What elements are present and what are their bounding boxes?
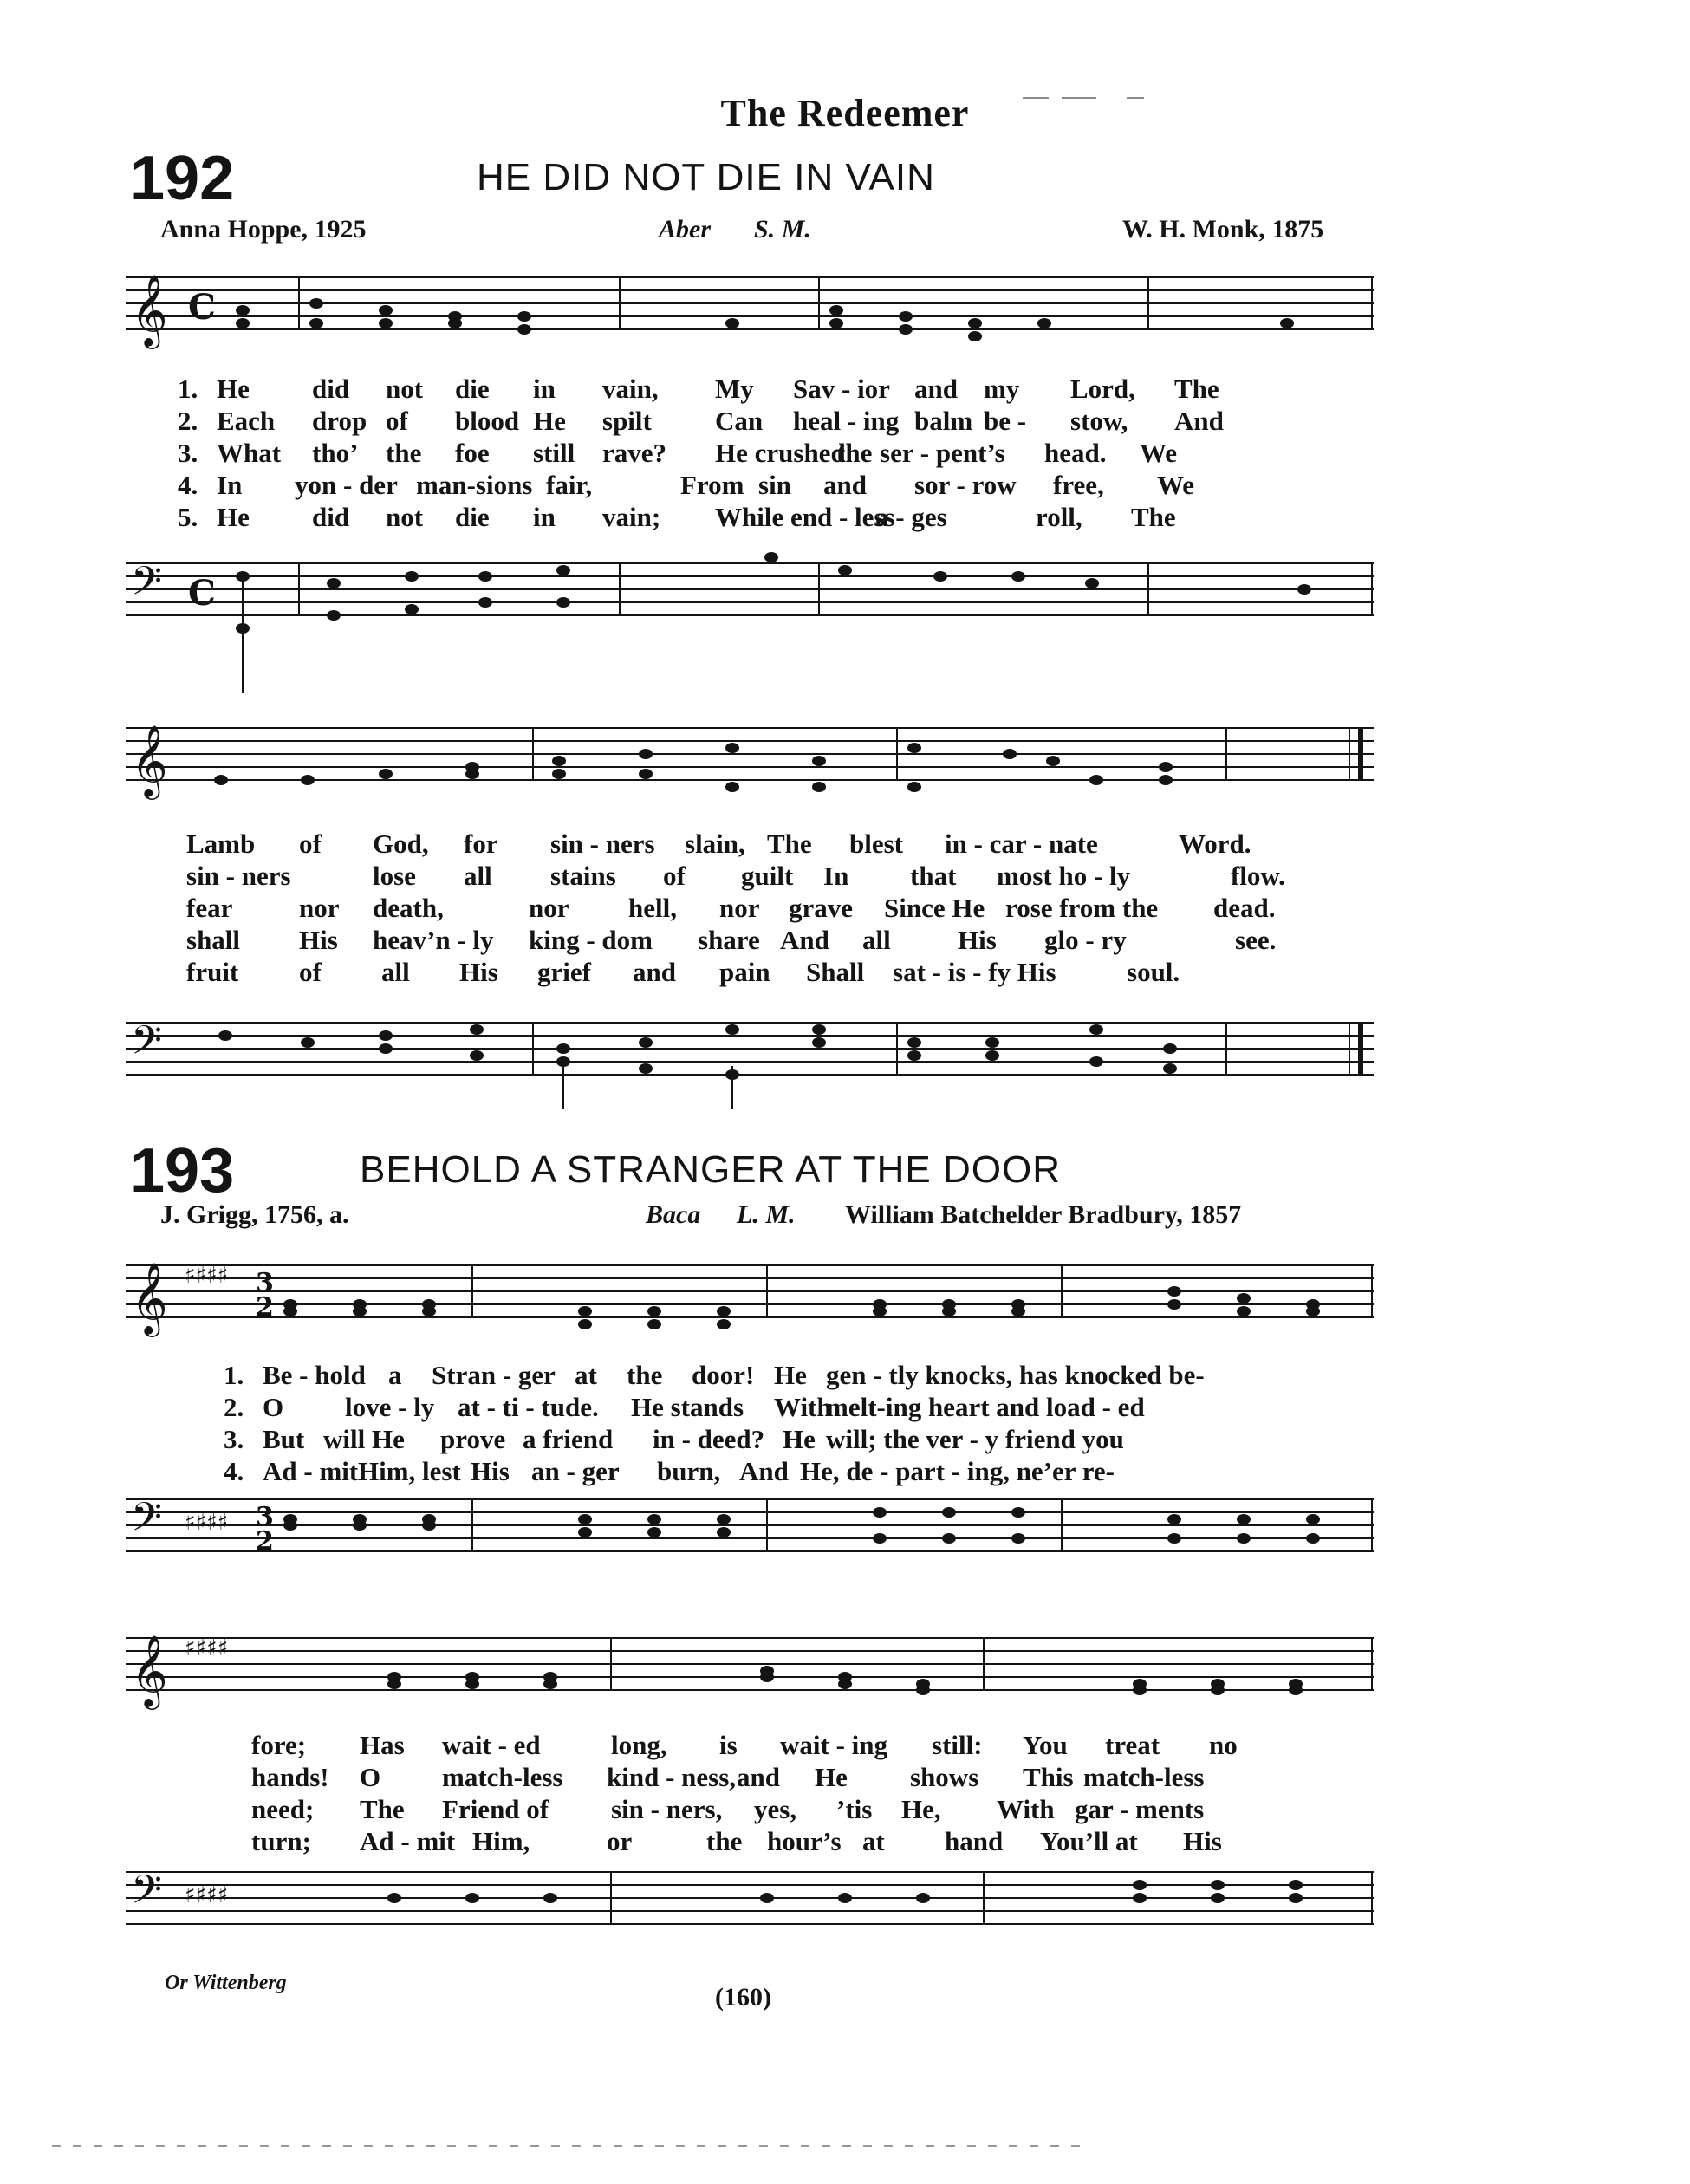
lyric: melt-ing heart and load - ed [826, 1392, 1145, 1422]
verse-number: 4. [224, 1456, 244, 1486]
lyric: drop [312, 406, 367, 436]
lyric: His [459, 957, 498, 987]
time-signature-icon: 2 [256, 1526, 274, 1557]
verse-line [186, 828, 1330, 860]
lyric: He [533, 406, 566, 436]
lyric: fruit [186, 957, 239, 987]
lyric: no [1209, 1730, 1238, 1760]
lyric: fair, [546, 470, 593, 500]
lyric: not [386, 374, 424, 404]
lyric: God, [373, 829, 429, 859]
verse-number: 4. [178, 470, 198, 500]
footnote: Or Wittenberg [165, 1972, 287, 1994]
section-header: The Redeemer [720, 92, 970, 134]
lyric: And [780, 925, 829, 955]
lyric: hour’s [767, 1826, 842, 1856]
lyric: that [910, 861, 957, 891]
lyric: a friend [523, 1424, 614, 1454]
scan-mark [1062, 97, 1096, 99]
lyric: We [1140, 438, 1178, 468]
lyric: nor [529, 893, 569, 923]
lyric: and [633, 957, 676, 987]
sharp-icon: ♯♯♯♯ [185, 1635, 229, 1661]
lyric: Has [360, 1730, 405, 1760]
lyric: hands! [251, 1762, 329, 1792]
lyric: the [836, 438, 873, 468]
lyric: Shall [806, 957, 865, 987]
page-number: (160) [715, 1983, 771, 2012]
lyric: blest [849, 829, 903, 859]
lyric: hell, [628, 893, 677, 923]
lyric: yon - der [295, 470, 398, 500]
lyric: a [388, 1360, 402, 1390]
lyric: grief [537, 957, 591, 987]
verse-line [178, 469, 1322, 501]
lyric: gen - tly knocks, has knocked be- [826, 1360, 1205, 1390]
lyric: shows [910, 1762, 979, 1792]
verse-line [178, 437, 1322, 469]
lyric: free, [1053, 470, 1104, 500]
lyric: a - ges [875, 502, 947, 532]
lyric: in - car - nate [945, 829, 1098, 859]
hymn-tune: Baca [646, 1200, 701, 1229]
lyric: love - ly [345, 1392, 435, 1422]
lyric: glo - ry [1044, 925, 1127, 955]
lyric: pain [719, 957, 770, 987]
lyric: at [575, 1360, 597, 1390]
lyric: did [312, 502, 350, 532]
lyric: and [737, 1762, 780, 1792]
lyric: nor [719, 893, 760, 923]
lyric: wait - ing [780, 1730, 887, 1760]
lyric: Since He [884, 893, 985, 923]
scan-mark [1127, 97, 1144, 99]
lyric: in [533, 502, 556, 532]
lyric: He crushed [715, 438, 846, 468]
verse-number: 5. [178, 502, 198, 532]
lyric: sor - row [914, 470, 1017, 500]
lyric: He [815, 1762, 848, 1792]
lyric: sat - is - fy His [893, 957, 1056, 987]
lyric: in - deed? [653, 1424, 765, 1454]
lyric: lose [373, 861, 416, 891]
bass-staff [126, 1491, 1374, 1569]
lyric: And [1174, 406, 1224, 436]
lyric: stains [550, 861, 616, 891]
lyric: the [627, 1360, 663, 1390]
lyric: He [783, 1424, 816, 1454]
lyric: hand [945, 1826, 1004, 1856]
lyric: slain, [685, 829, 745, 859]
lyric: The [1174, 374, 1219, 404]
lyric: His [958, 925, 997, 955]
verse-line [224, 1455, 1368, 1487]
treble-staff [126, 269, 1374, 347]
lyric: see. [1235, 925, 1277, 955]
hymn-author: Anna Hoppe, 1925 [160, 215, 367, 244]
treble-staff [126, 1257, 1374, 1343]
verse-line [186, 956, 1330, 988]
lyric: at [862, 1826, 885, 1856]
verse-line [186, 860, 1330, 892]
lyric: What [217, 438, 282, 468]
lyric: of [386, 406, 408, 436]
verse-line [251, 1761, 1369, 1793]
lyric: We [1157, 470, 1195, 500]
lyric: and [914, 374, 958, 404]
bass-clef-icon: 𝄢 [131, 1017, 163, 1074]
lyric: Friend of [442, 1794, 549, 1824]
verse-line [178, 373, 1322, 405]
lyric: sin - ners, [611, 1794, 723, 1824]
sharp-icon: ♯♯♯♯ [185, 1882, 229, 1908]
lyric: shall [186, 925, 241, 955]
verse-block [178, 373, 1322, 533]
lyric: Ad - mit [360, 1826, 456, 1856]
lyric: Him, [472, 1826, 530, 1856]
treble-staff [126, 719, 1374, 806]
lyric: an - ger [531, 1456, 620, 1486]
lyric: rave? [602, 438, 667, 468]
lyric: be - [984, 406, 1027, 436]
lyric: door! [692, 1360, 755, 1390]
verse-block [186, 828, 1330, 988]
verse-line [186, 924, 1330, 956]
lyric: at - ti - tude. [458, 1392, 599, 1422]
lyric: still [533, 438, 575, 468]
lyric: This [1023, 1762, 1074, 1792]
verse-line [186, 892, 1330, 924]
treble-clef-icon: 𝄞 [131, 1634, 168, 1706]
lyric: soul. [1127, 957, 1180, 987]
verse-number: 1. [178, 374, 198, 404]
lyric: In [217, 470, 243, 500]
hymn-meter: L. M. [737, 1200, 796, 1229]
lyric: In [823, 861, 849, 891]
scan-mark [1023, 97, 1049, 99]
treble-staff [126, 1629, 1374, 1716]
lyric: His [1183, 1826, 1222, 1856]
time-signature-icon: 3 [256, 1268, 274, 1298]
lyric: my [984, 374, 1020, 404]
hymn-title: BEHOLD A STRANGER AT THE DOOR [360, 1148, 1061, 1191]
hymn-number: 192 [130, 144, 235, 213]
hymn-number: 193 [130, 1136, 235, 1206]
lyric: share [698, 925, 760, 955]
lyric: will He [323, 1424, 405, 1454]
time-signature-icon: 2 [256, 1292, 274, 1323]
bass-clef-icon: 𝄢 [131, 558, 163, 614]
lyric: The [360, 1794, 405, 1824]
lyric: His [299, 925, 338, 955]
lyric: The [767, 829, 812, 859]
lyric: treat [1105, 1730, 1160, 1760]
bass-clef-icon: 𝄢 [131, 1867, 163, 1923]
lyric: sin [758, 470, 791, 500]
lyric: ser - pent’s [880, 438, 1005, 468]
lyric: king - dom [529, 925, 653, 955]
lyric: But [263, 1424, 305, 1454]
verse-number: 3. [178, 438, 198, 468]
lyric: match-less [442, 1762, 563, 1792]
verse-number: 1. [224, 1360, 244, 1390]
sharp-icon: ♯♯♯♯ [185, 1510, 229, 1536]
lyric: turn; [251, 1826, 311, 1856]
lyric: long, [611, 1730, 667, 1760]
lyric: did [312, 374, 350, 404]
lyric: of [299, 829, 322, 859]
hymn-author: J. Grigg, 1756, a. [160, 1200, 349, 1229]
lyric: of [663, 861, 686, 891]
lyric: From [680, 470, 744, 500]
lyric: grave [789, 893, 854, 923]
verse-block [251, 1729, 1369, 1857]
common-time-icon: C [188, 287, 216, 328]
lyric: You’ll at [1040, 1826, 1138, 1856]
lyric: rose from the [1005, 893, 1159, 923]
lyric: Be - hold [263, 1360, 366, 1390]
hymn-meter: S. M. [754, 215, 811, 244]
lyric: tho’ [312, 438, 359, 468]
verse-line [224, 1423, 1368, 1455]
lyric: head. [1044, 438, 1107, 468]
lyric: And [739, 1456, 789, 1486]
lyric: the [706, 1826, 743, 1856]
verse-line [224, 1391, 1368, 1423]
lyric: kind - ness, [607, 1762, 737, 1792]
lyric: Can [715, 406, 764, 436]
lyric: He, de - part - ing, ne’er re- [800, 1456, 1115, 1486]
lyric: Lamb [186, 829, 256, 859]
lyric: Stran - ger [432, 1360, 556, 1390]
verse-line [178, 405, 1322, 437]
lyric: He [217, 374, 250, 404]
hymn-composer: William Batchelder Bradbury, 1857 [845, 1200, 1242, 1229]
lyric: balm [914, 406, 973, 436]
lyric: for [464, 829, 498, 859]
treble-clef-icon: 𝄞 [131, 724, 168, 796]
bass-staff [126, 555, 1374, 667]
verse-line [251, 1825, 1369, 1857]
lyric: You [1023, 1730, 1068, 1760]
hymn-composer: W. H. Monk, 1875 [1122, 215, 1324, 244]
lyric: guilt [741, 861, 794, 891]
lyric: die [455, 374, 490, 404]
hymn-tune: Aber [659, 215, 711, 244]
bass-staff [126, 1014, 1374, 1109]
lyric: sin - ners [186, 861, 291, 891]
lyric: My [715, 374, 754, 404]
lyric: wait - ed [442, 1730, 541, 1760]
lyric: and [823, 470, 867, 500]
lyric: stow, [1070, 406, 1128, 436]
verse-line [224, 1359, 1368, 1391]
lyric: He [217, 502, 250, 532]
lyric: Sav - ior [793, 374, 890, 404]
lyric: death, [373, 893, 444, 923]
lyric [1131, 437, 1140, 469]
lyric: vain; [602, 502, 661, 532]
lyric: fear [186, 893, 233, 923]
lyric: of [299, 957, 322, 987]
lyric: will; the ver - y friend you [826, 1424, 1124, 1454]
lyric: With [774, 1392, 832, 1422]
time-signature-icon: 3 [256, 1502, 274, 1532]
lyric: dead. [1213, 893, 1276, 923]
lyric: yes, [754, 1794, 797, 1824]
lyric: die [455, 502, 490, 532]
verse-line [251, 1793, 1369, 1825]
lyric: O [360, 1762, 381, 1792]
verse-block [224, 1359, 1368, 1487]
lyric: most ho - ly [997, 861, 1131, 891]
lyric: or [607, 1826, 633, 1856]
lyric: Lord, [1070, 374, 1135, 404]
lyric: He, [901, 1794, 941, 1824]
treble-clef-icon: 𝄞 [131, 1261, 168, 1334]
lyric: heal - ing [793, 406, 900, 436]
hymn-title: HE DID NOT DIE IN VAIN [477, 156, 935, 198]
verse-line [178, 501, 1322, 533]
lyric: fore; [251, 1730, 307, 1760]
lyric: all [862, 925, 891, 955]
lyric: the [386, 438, 422, 468]
lyric: burn, [657, 1456, 721, 1486]
lyric: sin - ners [550, 829, 655, 859]
lyric: nor [299, 893, 340, 923]
lyric: Ad - mit [263, 1456, 359, 1486]
lyric: is [719, 1730, 738, 1760]
lyric: match-less [1083, 1762, 1205, 1792]
lyric: His [471, 1456, 510, 1486]
lyric: prove [440, 1424, 506, 1454]
lyric: all [381, 957, 410, 987]
lyric: spilt [602, 406, 652, 436]
scan-mark [52, 2145, 1092, 2147]
bass-staff [126, 1863, 1374, 1941]
lyric [988, 501, 1036, 533]
lyric: He stands [631, 1392, 744, 1422]
lyric: all [464, 861, 492, 891]
lyric: heav’n - ly [373, 925, 494, 955]
lyric: vain, [602, 374, 659, 404]
lyric: blood [455, 406, 520, 436]
lyric: Word. [1179, 829, 1251, 859]
lyric: flow. [1231, 861, 1285, 891]
verse-number: 2. [178, 406, 198, 436]
lyric: still: [932, 1730, 983, 1760]
lyric: Him, lest [358, 1456, 461, 1486]
treble-clef-icon: 𝄞 [131, 273, 168, 346]
verse-line [251, 1729, 1369, 1761]
lyric: While end - less [715, 502, 895, 532]
lyric: need; [251, 1794, 315, 1824]
lyric: With [997, 1794, 1055, 1824]
verse-number: 3. [224, 1424, 244, 1454]
lyric: man-sions [416, 470, 533, 500]
sharp-icon: ♯♯♯♯ [185, 1263, 229, 1289]
lyric: not [386, 502, 424, 532]
lyric: roll, [1036, 502, 1082, 532]
lyric: gar - ments [1075, 1794, 1205, 1824]
lyric: The [1131, 502, 1176, 532]
bass-clef-icon: 𝄢 [131, 1494, 163, 1550]
common-time-icon: C [188, 573, 216, 614]
lyric: He [774, 1360, 807, 1390]
lyric: in [533, 374, 556, 404]
lyric: O [263, 1392, 284, 1422]
lyric: Each [217, 406, 276, 436]
lyric: ’tis [836, 1794, 873, 1824]
verse-number: 2. [224, 1392, 244, 1422]
lyric: foe [455, 438, 490, 468]
